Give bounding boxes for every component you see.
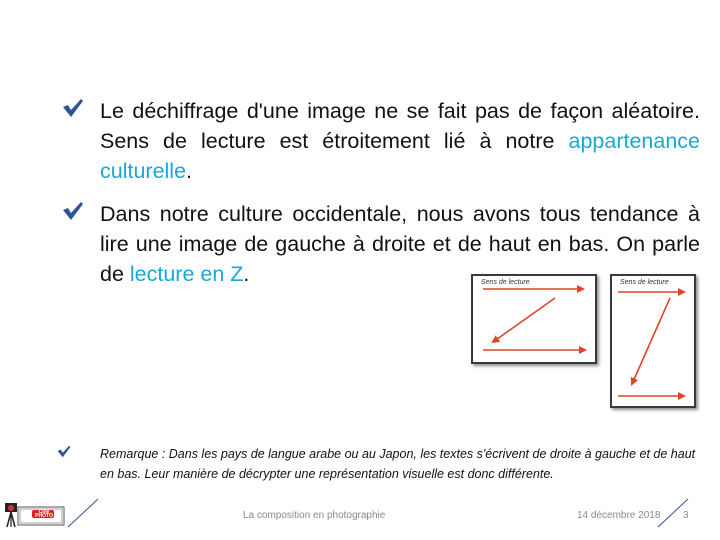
- bullet-2-text: Dans notre culture occidentale, nous avons tous tendance à lire une image de gauche à droite et de haut en bas. On parle de: [100, 202, 700, 286]
- z-arrows: [473, 276, 595, 362]
- diagram-label: Sens de lecture: [481, 279, 530, 286]
- arrow-diagonal: [493, 298, 555, 342]
- checkmark-icon: [57, 445, 71, 458]
- bullet-2-period: .: [243, 262, 250, 286]
- bullet-1-text: Le déchiffrage d'une image ne se fait pas de façon aléatoire. Sens de lecture est étroitement lié à notre: [100, 99, 700, 153]
- logo-text: Ciné PHOTO: [35, 509, 53, 519]
- footer-title: La composition en photographie: [243, 510, 386, 521]
- footer-date: 14 décembre 2018: [577, 510, 661, 521]
- diagram-label: Sens de lecture: [620, 279, 669, 286]
- z-reading-diagram-landscape: [471, 274, 597, 364]
- z-arrows: [612, 276, 694, 406]
- bullet-1-period: .: [186, 159, 193, 183]
- checkmark-icon: [62, 201, 84, 221]
- bullet-1-highlight: appartenance culturelle: [100, 129, 700, 183]
- arrow-diagonal: [632, 298, 670, 384]
- cine-photo-logo: [4, 499, 66, 529]
- footer-divider-left: [66, 497, 100, 529]
- bullet-1: [100, 96, 700, 186]
- bullet-2-highlight: lecture en Z: [129, 262, 244, 286]
- remark-note: Remarque : Dans les pays de langue arabe ou au Japon, les textes s'écrivent de droite à gauche et de haut en bas. Leur manière de décrypter une représentation visuelle est donc différente.: [100, 447, 696, 481]
- z-reading-diagram-portrait: [610, 274, 696, 408]
- checkmark-icon: [62, 98, 84, 118]
- page-number: 3: [683, 510, 689, 521]
